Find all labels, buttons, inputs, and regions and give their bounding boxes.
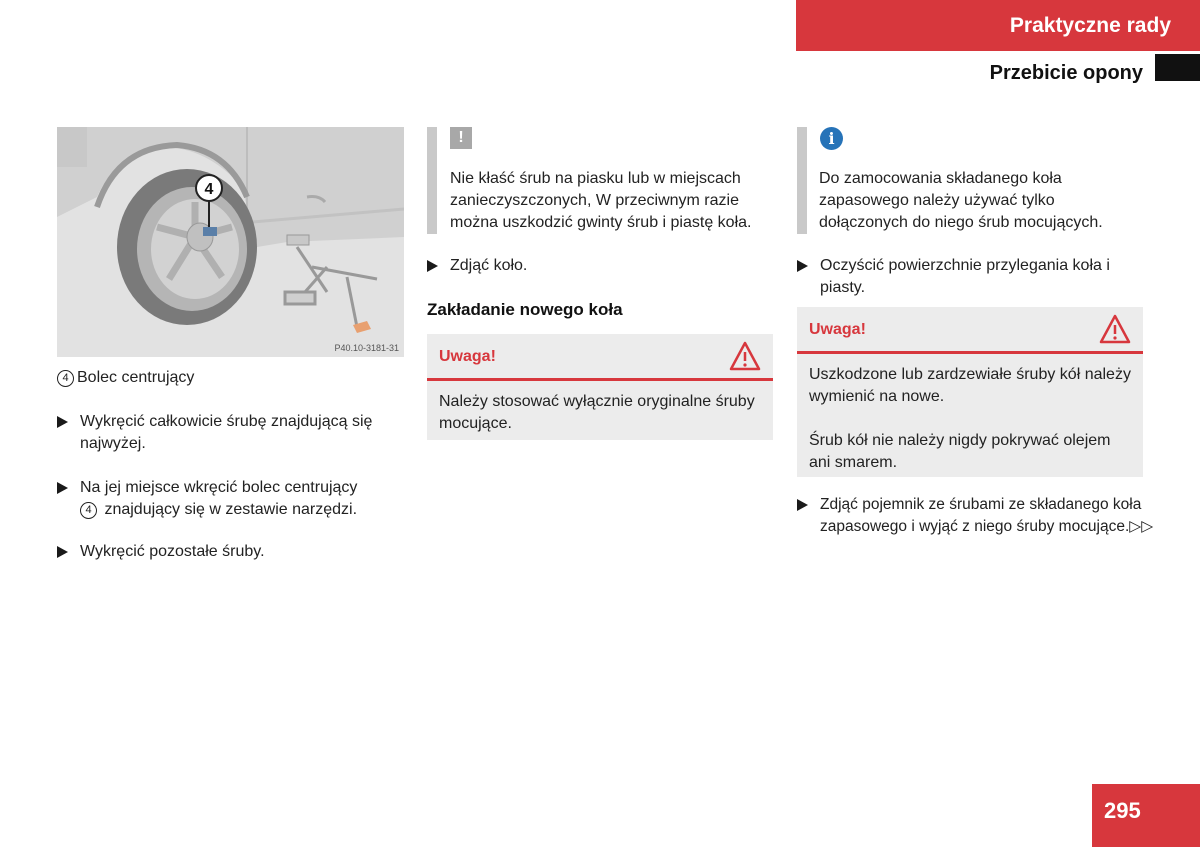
info-text: Do zamocowania składanego koła zapasowego należy używać tylko dołączonych do niego śrub mocujących. xyxy=(819,170,1103,231)
section-title-banner xyxy=(796,0,1200,51)
warning-body xyxy=(809,364,1133,474)
step-remove-bolt-container xyxy=(797,494,1200,538)
step-text: Oczyścić powierzchnie przylegania koła i piasty. xyxy=(820,257,1110,296)
arrow-icon xyxy=(797,499,808,511)
exclamation-icon: ! xyxy=(450,127,472,149)
note-text: Nie kłaść śrub na piasku lub w miejscach zanieczyszczonych, W przeciwnym razie można uszkodzić gwinty śrub i piastę koła. xyxy=(450,170,752,231)
page-number-text: 295 xyxy=(1104,798,1141,823)
warning-triangle-icon xyxy=(729,341,761,371)
warning-text: Należy stosować wyłącznie oryginalne śruby mocujące. xyxy=(439,393,755,432)
step-text: Wykręcić pozostałe śruby. xyxy=(80,543,265,560)
warning-box xyxy=(427,334,773,440)
caption-number: 4 xyxy=(57,370,74,387)
info-bar xyxy=(797,127,807,234)
arrow-icon xyxy=(427,260,438,272)
warning-header xyxy=(797,307,1143,354)
subsection-title: Przebicie opony xyxy=(989,62,1143,84)
step-remove-wheel xyxy=(427,255,790,277)
figure-caption xyxy=(57,367,397,389)
warning-title: Uwaga! xyxy=(439,348,496,365)
warning-header xyxy=(427,334,773,381)
wheel-drawing xyxy=(57,127,404,357)
section-heading: Zakładanie nowego koła xyxy=(427,300,623,319)
page-number xyxy=(1092,784,1200,847)
arrow-icon xyxy=(57,546,68,558)
arrow-icon xyxy=(57,416,68,428)
arrow-icon xyxy=(57,482,68,494)
step-text: Zdjąć koło. xyxy=(450,257,528,274)
step-text: Wykręcić całkowicie śrubę znajdującą się najwyżej. xyxy=(80,413,373,452)
info-icon: i xyxy=(820,127,843,150)
step-insert-centering-pin xyxy=(57,477,420,521)
caption-text: Bolec centrujący xyxy=(77,369,195,386)
step-clean-surfaces xyxy=(797,255,1135,299)
step-text-b: znajdujący się w zestawie narzędzi. xyxy=(104,501,358,518)
note-bar xyxy=(427,127,437,234)
header-marker xyxy=(1155,54,1200,81)
figure-callout: 4 xyxy=(204,181,214,198)
step-remove-top-bolt xyxy=(57,411,420,455)
step-text-a: Na jej miejsce wkręcić bolec centrujący xyxy=(80,479,358,496)
warning-paragraph-1: Uszkodzone lub zardzewiałe śruby kół należy wymienić na nowe. xyxy=(809,366,1131,405)
warning-box-bolts xyxy=(797,307,1143,477)
step-callout-number: 4 xyxy=(80,502,97,519)
continue-arrows-icon: ▷▷ xyxy=(1129,518,1154,535)
warning-title: Uwaga! xyxy=(809,321,866,338)
step-text: Zdjąć pojemnik ze śrubami ze składanego koła zapasowego i wyjąć z niego śruby mocujące. xyxy=(820,496,1142,535)
arrow-icon xyxy=(797,260,808,272)
step-remove-other-bolts xyxy=(57,541,420,563)
section-title: Praktyczne rady xyxy=(1009,14,1171,37)
figure-code: P40.10-3181-31 xyxy=(334,343,399,353)
warning-paragraph-2: Śrub kół nie należy nigdy pokrywać olejem ani smarem. xyxy=(809,432,1111,471)
warning-triangle-icon xyxy=(1099,314,1131,344)
wheel-illustration xyxy=(57,127,404,357)
